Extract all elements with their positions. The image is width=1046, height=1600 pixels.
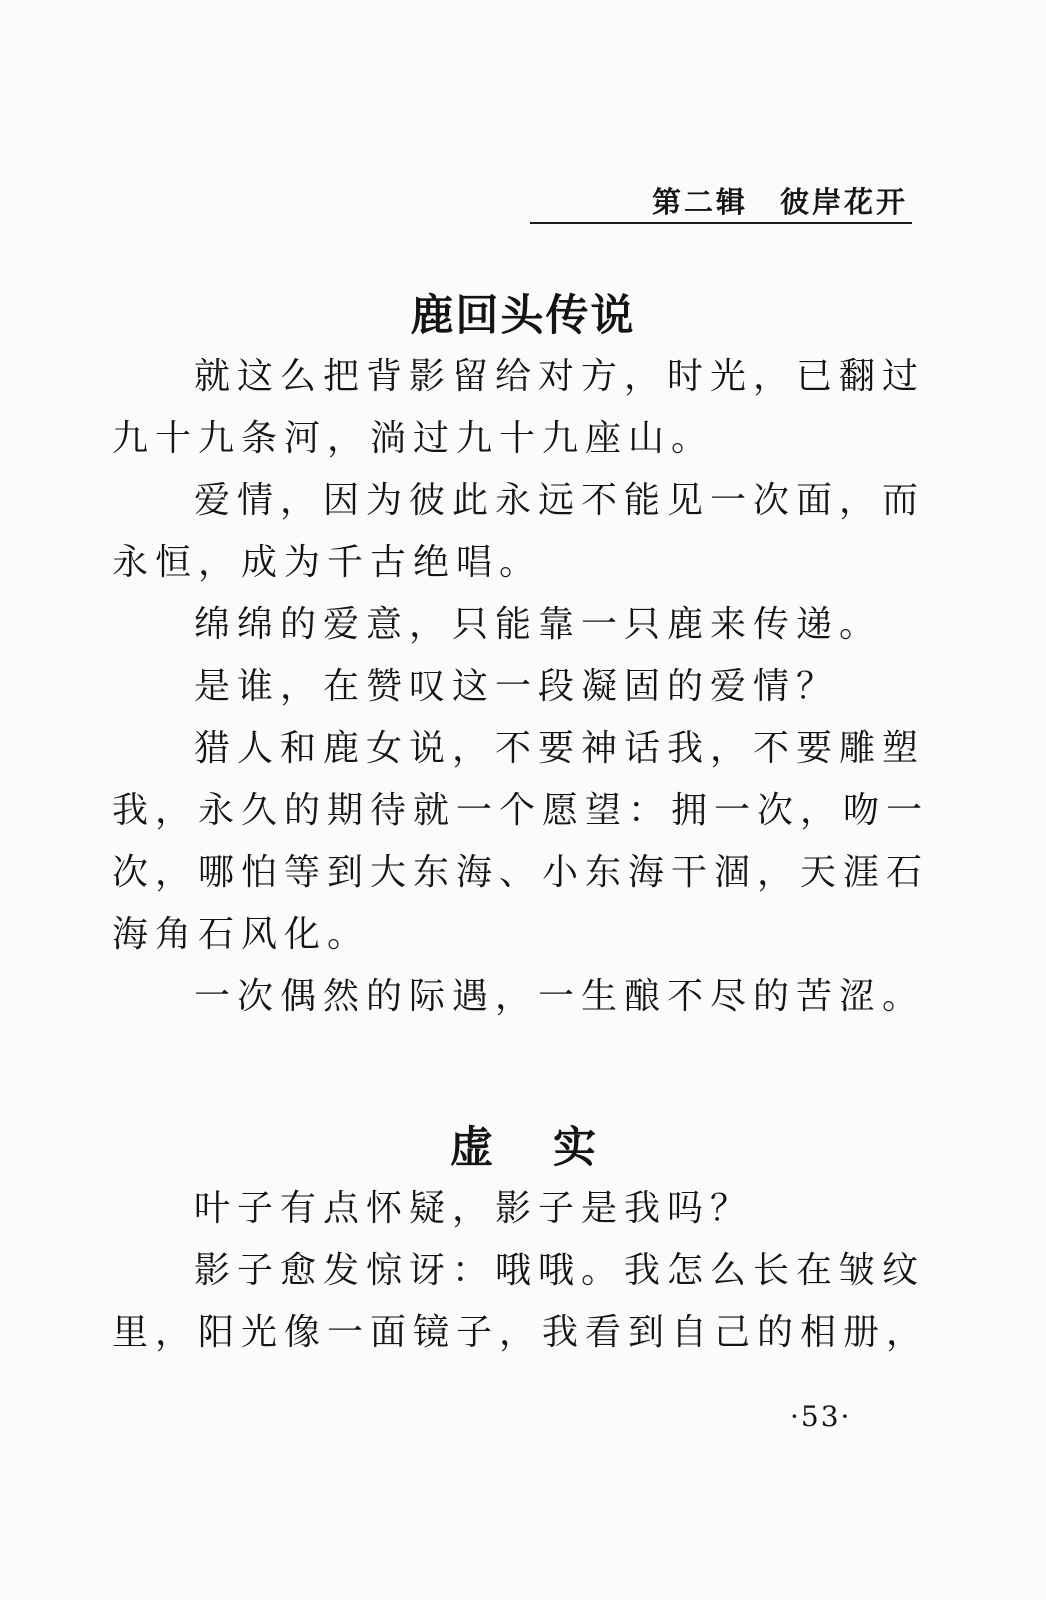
poem-line: 就这么把背影留给对方，时光，已翻过 [194,356,926,397]
poem-title: 鹿回头传说 [410,291,636,341]
poem-body [112,346,930,1028]
poem-line: 海角石风化。 [112,914,371,955]
poem-line: 爱情，因为彼此永远不能见一次面，而 [194,480,926,521]
poem-body [112,1178,930,1364]
poem-line: 影子愈发惊讶：哦哦。我怎么长在皱纹 [194,1250,926,1291]
running-header [530,178,912,224]
poem-line: 猎人和鹿女说，不要神话我，不要雕塑 [194,728,926,769]
page-number: ·53· [790,1400,852,1433]
poem-line: 我，永久的期待就一个愿望：拥一次，吻一 [112,790,930,831]
poem-line: 永恒，成为千古绝唱。 [112,542,543,583]
poem-line: 是谁，在赞叹这一段凝固的爱情？ [194,666,840,707]
poem-title: 虚实 [450,1123,656,1173]
poem-line: 一次偶然的际遇，一生酿不尽的苦涩。 [194,976,926,1017]
poem-line: 绵绵的爱意，只能靠一只鹿来传递。 [194,604,883,645]
poem-line: 九十九条河，淌过九十九座山。 [112,418,715,459]
poem-line: 次，哪怕等到大东海、小东海干涸，天涯石 [112,852,930,893]
poem-line: 叶子有点怀疑，影子是我吗？ [194,1188,754,1229]
running-header-title: 第二辑 彼岸花开 [651,185,908,219]
poem-line: 里，阳光像一面镜子，我看到自己的相册， [112,1312,930,1353]
